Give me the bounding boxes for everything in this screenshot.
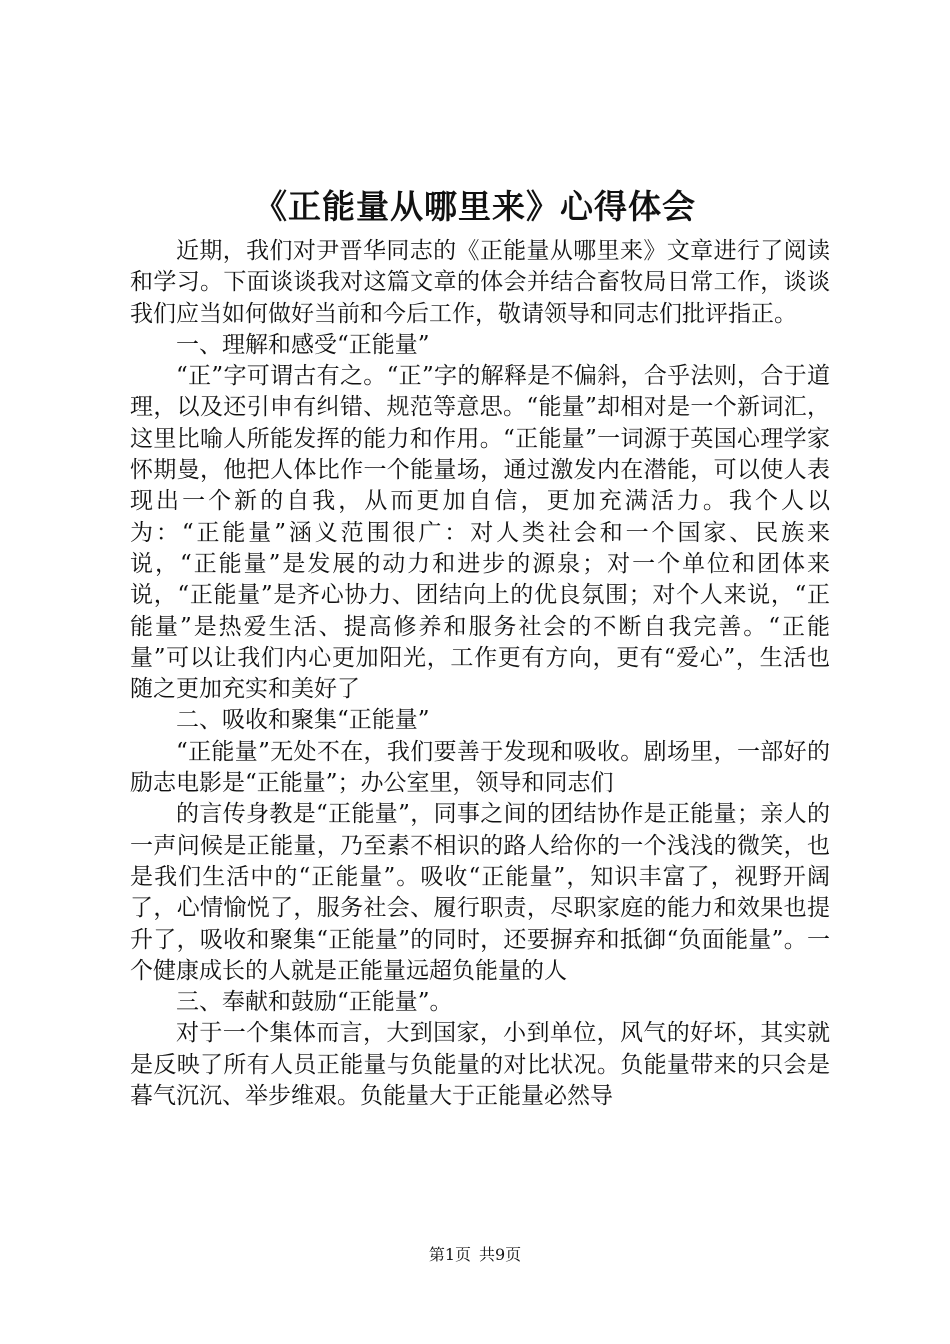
document-title: 《正能量从哪里来》心得体会 (254, 187, 696, 226)
section-heading-1: 一、理解和感受“正能量” (176, 331, 430, 358)
paragraph-intro: 近期，我们对尹晋华同志的《正能量从哪里来》文章进行了阅读和学习。下面谈谈我对这篇文章的体会并结合畜牧局日常工作，谈谈我们应当如何做好当前和今后工作，敬请领导和同志们批评指正。 (130, 238, 830, 327)
page-total: 共9页 (479, 1245, 522, 1264)
page-number: 第1页 (428, 1245, 471, 1264)
paragraph-section-1: “正”字可谓古有之。“正”字的解释是不偏斜，合乎法则，合于道理，以及还引申有纠错、规范等意思。“能量”却相对是一个新词汇，这里比喻人所能发挥的能力和作用。“正能量”一词源于英国心理学家怀期曼，他把人体比作一个能量场，通过激发内在潜能，可以使人表现出一个新的自我，从而更加自信，更加充满活力。我个人以为：“正能量”涵义范围很广：对人类社会和一个国家、民族来说，“正能量”是发展的动力和进步的源泉；对一个单位和团体来说，“正能量”是齐心协力、团结向上的优良氛围；对个人来说，“正能量”是热爱生活、提高修养和服务社会的不断自我完善。“正能量”可以让我们内心更加阳光，工作更有方向，更有“爱心”，生活也随之更加充实和美好了 (130, 363, 830, 703)
document-body (130, 236, 830, 1112)
section-heading-3: 三、奉献和鼓励“正能量”。 (176, 989, 453, 1016)
paragraph-section-3: 对于一个集体而言，大到国家，小到单位，风气的好坏，其实就是反映了所有人员正能量与负能量的对比状况。负能量带来的只会是暮气沉沉、举步维艰。负能量大于正能量必然导 (130, 1020, 830, 1110)
paragraph-section-2b: 的言传身教是“正能量”，同事之间的团结协作是正能量；亲人的一声问候是正能量，乃至素不相识的路人给你的一个浅浅的微笑，也是我们生活中的“正能量”。吸收“正能量”，知识丰富了，视野开阔了，心情愉悦了，服务社会、履行职责，尽职家庭的能力和效果也提升了，吸收和聚集“正能量”的同时，还要摒弃和抵御“负面能量”。一个健康成长的人就是正能量远超负能量的人 (130, 801, 830, 984)
page-footer (0, 1243, 950, 1267)
paragraph-section-2a: “正能量”无处不在，我们要善于发现和吸收。剧场里，一部好的励志电影是“正能量”；办公室里，领导和同志们 (130, 738, 830, 797)
section-heading-2: 二、吸收和聚集“正能量” (176, 707, 430, 734)
